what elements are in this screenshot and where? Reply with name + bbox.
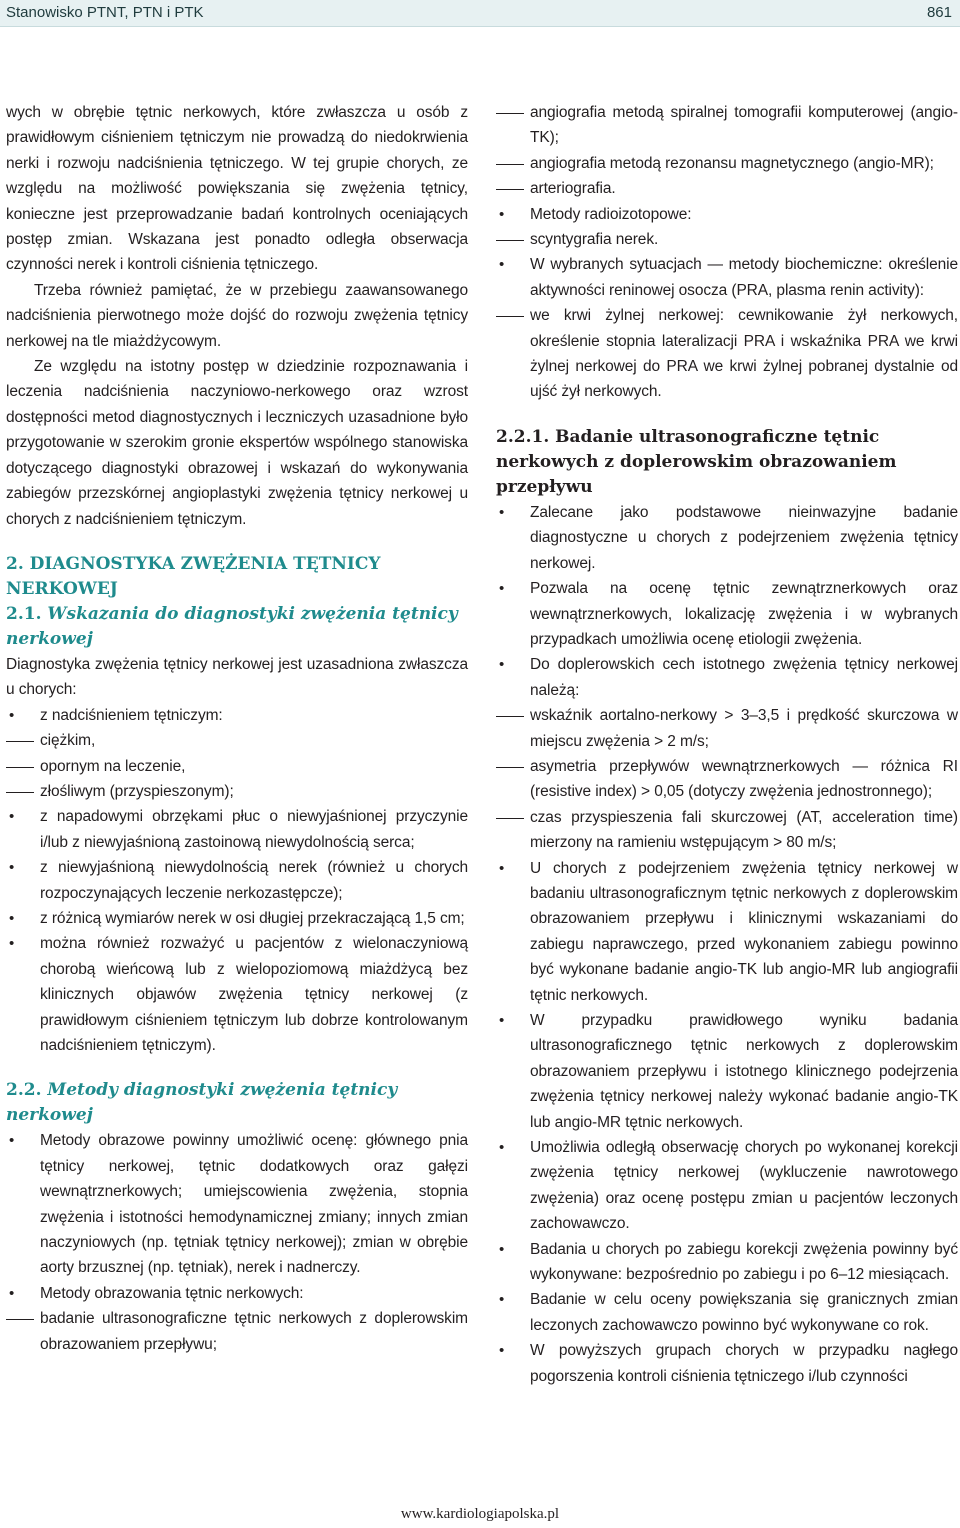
dash-item: we krwi żylnej nerkowej: cewnikowanie żył nerkowych, określenie stopnia lateralizacji PRA i wskaźnika PRA we krwi żylnej nerkowej do PRA we krwi żylnej pobranej dystalnie od ujść żył nerkowych. bbox=[496, 303, 958, 405]
bullet-item: • Umożliwia odległą obserwację chorych po wykonanej korekcji zwężenia tętnicy nerkowej (wykluczenie nawrotowego zwężenia) oraz ocenę postępu zmian u pacjentów leczonych zachowawczo. bbox=[496, 1135, 958, 1237]
dash-item: asymetria przepływów wewnątrznerkowych — różnica RI (resistive index) > 0,05 (dotyczy zwężenia jednostronnego); bbox=[496, 754, 958, 805]
bullet-item: • Badanie w celu oceny powiększania się granicznych zmian leczonych zachowawczo powinno być wykonywane co rok. bbox=[496, 1287, 958, 1338]
indications-list bbox=[6, 703, 468, 1059]
dash-item: czas przyspieszenia fali skurczowej (AT, acceleration time) mierzony na ramieniu wstępującym > 80 m/s; bbox=[496, 805, 958, 856]
dash-item: złośliwym (przyspieszonym); bbox=[6, 779, 468, 804]
bullet-item: • Badania u chorych po zabiegu korekcji zwężenia powinny być wykonywane: bezpośrednio po zabiegu i po 6–12 miesiącach. bbox=[496, 1237, 958, 1288]
bullet-item: • Pozwala na ocenę tętnic zewnątrznerkowych oraz wewnątrznerkowych, lokalizację zwężenia i w wybranych przypadkach umożliwia ocenę etiologii zwężenia. bbox=[496, 576, 958, 652]
dash-item: scyntygrafia nerek. bbox=[496, 227, 958, 252]
bullet-item: • z nadciśnieniem tętniczym: bbox=[6, 703, 468, 728]
subsection-title: Metody diagnostyki zwężenia tętnicy nerkowej bbox=[6, 1080, 398, 1126]
footer-url: www.kardiologiapolska.pl bbox=[400, 1506, 560, 1522]
page-number: 861 bbox=[926, 4, 952, 21]
subsection-title: Wskazania do diagnostyki zwężenia tętnicy nerkowej bbox=[6, 603, 458, 649]
dash-item: angiografia metodą spiralnej tomografii komputerowej (angio-TK); bbox=[496, 100, 958, 151]
paragraph-1: wych w obrębie tętnic nerkowych, które zwłaszcza u osób z prawidłowym ciśnieniem tętniczym nie prowadzą do niedokrwienia nerki i rozwoju nadciśnienia tętniczego. W tej grupie chorych, ze względu na możliwość powiększania się zwężenia tętnicy, konieczne jest przeprowadzanie badań kontrolnych oceniających postęp zmian. Wskazana jest ponadto odległa obserwacja czynności nerek i kontroli ciśnienia tętniczego. bbox=[6, 104, 468, 274]
bullet-item: • W przypadku prawidłowego wyniku badania ultrasonograficznego tętnic nerkowych z doplerowskim obrazowaniem przepływu i istotnego klinicznego podejrzenia zwężenia tętnicy nerkowej należy wykonać badanie angio-TK lub angio-MR tętnic nerkowych. bbox=[496, 1008, 958, 1135]
subsection-title: Badanie ultrasonograficzne tętnic nerkowych z doplerowskim obrazowaniem przepływu bbox=[496, 426, 897, 497]
bullet-item: • z napadowymi obrzękami płuc o niewyjaśnionej przyczynie i/lub z niewyjaśnioną zastoinową niewydolnością serca; bbox=[6, 804, 468, 855]
page-header bbox=[0, 0, 960, 27]
dash-item: badanie ultrasonograficzne tętnic nerkowych z doplerowskim obrazowaniem przepływu; bbox=[6, 1306, 468, 1357]
bullet-item: • W powyższych grupach chorych w przypadku nagłego pogorszenia kontroli ciśnienia tętniczego i/lub czynności bbox=[496, 1338, 958, 1389]
dash-item: angiografia metodą rezonansu magnetycznego (angio-MR); bbox=[496, 151, 958, 176]
dash-item: wskaźnik aortalno-nerkowy > 3–3,5 i prędkość skurczowa w miejscu zwężenia > 2 m/s; bbox=[496, 703, 958, 754]
bullet-item: • Metody obrazowe powinny umożliwić ocenę: głównego pnia tętnicy nerkowej, tętnic dodatkowych oraz gałęzi wewnątrznerkowych; umiejscowienia zwężenia, stopnia zwężenia i istotności hemodynamicznej zmiany; innych zmian naczyniowych (np. tętniak tętnicy nerkowej); zmian w obrębie aorty brzusznej (np. tętniak), nerek i nadnerczy. bbox=[6, 1128, 468, 1280]
methods-list bbox=[6, 1128, 468, 1357]
subsection-number: 2.2. bbox=[6, 1080, 42, 1101]
subsection-number: 2.2.1. bbox=[496, 426, 550, 447]
subsection-number: 2.1. bbox=[6, 603, 42, 624]
paragraph-3: Ze względu na istotny postęp w dziedzinie rozpoznawania i leczenia nadciśnienia naczyniowo-nerkowego oraz wzrost dostępności metod diagnostycznych i leczniczych uzasadnione było przygotowanie w szerokim gronie ekspertów wspólnego stanowiska dotyczącego diagnostyki obrazowej i wskazań do wykonywania zabiegów przezskórnej angioplastyki zwężenia tętnicy nerkowej u chorych z nadciśnieniem tętniczym. bbox=[6, 358, 468, 528]
bullet-item: • Do doplerowskich cech istotnego zwężenia tętnicy nerkowej należą: bbox=[496, 652, 958, 703]
subsection-heading-2-2 bbox=[6, 1078, 468, 1128]
methods-list-continued bbox=[496, 100, 958, 405]
right-column bbox=[496, 100, 958, 1389]
section-heading-2: 2. DIAGNOSTYKA ZWĘŻENIA TĘTNICY NERKOWEJ bbox=[6, 553, 381, 599]
left-column bbox=[6, 100, 468, 1357]
dash-item: arteriografia. bbox=[496, 176, 958, 201]
subsection-heading-2-2-1 bbox=[496, 425, 958, 500]
ultrasound-list bbox=[496, 500, 958, 1389]
dash-item: opornym na leczenie, bbox=[6, 754, 468, 779]
bullet-item: • U chorych z podejrzeniem zwężenia tętnicy nerkowej w badaniu ultrasonograficznym tętnic nerkowych z doplerowskim obrazowaniem przepływu i klinicznymi wskazaniami do zabiegu naprawczego, przed wykonaniem zabiegu powinno być wykonane badanie angio-TK lub angio-MR lub angiografii tętnic nerkowych. bbox=[496, 856, 958, 1008]
bullet-item: • Zalecane jako podstawowe nieinwazyjne badanie diagnostyczne u chorych z podejrzeniem zwężenia tętnicy nerkowej. bbox=[496, 500, 958, 576]
paragraph-4: Diagnostyka zwężenia tętnicy nerkowej jest uzasadniona zwłaszcza u chorych: bbox=[6, 655, 468, 699]
subsection-heading-2-1 bbox=[6, 602, 468, 652]
bullet-item: • Metody obrazowania tętnic nerkowych: bbox=[6, 1281, 468, 1306]
dash-item: ciężkim, bbox=[6, 728, 468, 753]
bullet-item: • z niewyjaśnioną niewydolnością nerek (również u chorych rozpoczynających leczenie nerkozastępcze); bbox=[6, 855, 468, 906]
bullet-item: • W wybranych sytuacjach — metody biochemiczne: określenie aktywności reninowej osocza (PRA, plasma renin activity): bbox=[496, 252, 958, 303]
journal-section-title: Stanowisko PTNT, PTN i PTK bbox=[6, 4, 204, 21]
paragraph-2: Trzeba również pamiętać, że w przebiegu zaawansowanego nadciśnienia pierwotnego może dojść do rozwoju zwężenia tętnicy nerkowej na tle miażdżycowym. bbox=[6, 281, 468, 350]
bullet-item: • można również rozważyć u pacjentów z wielonaczyniową chorobą wieńcową lub z wielopoziomową miażdżycą bez klinicznych objawów zwężenia tętnicy nerkowej (z prawidłowym ciśnieniem tętniczym lub dobrze kontrolowanym nadciśnieniem tętniczym). bbox=[6, 931, 468, 1058]
bullet-item: • z różnicą wymiarów nerek w osi długiej przekraczającą 1,5 cm; bbox=[6, 906, 468, 931]
bullet-item: • Metody radioizotopowe: bbox=[496, 202, 958, 227]
